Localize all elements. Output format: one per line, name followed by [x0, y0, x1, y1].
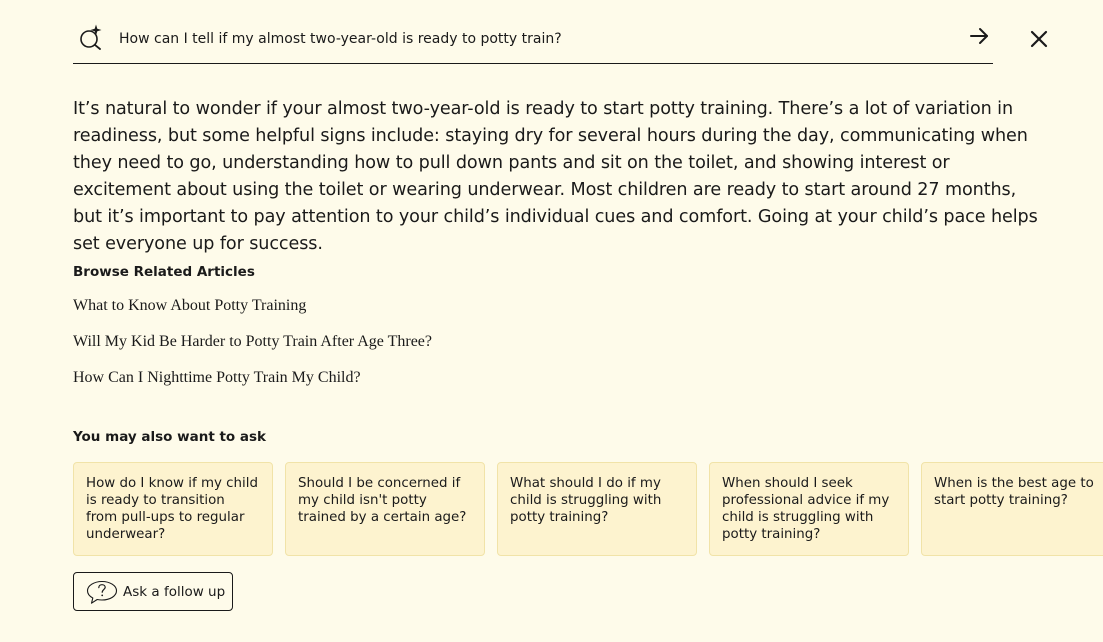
suggestion-card[interactable]: What should I do if my child is struggling with potty training? — [497, 462, 697, 556]
ask-follow-up-button[interactable] — [73, 572, 233, 611]
related-articles-heading: Browse Related Articles — [73, 264, 255, 280]
submit-button[interactable] — [969, 25, 991, 47]
related-article-link[interactable]: What to Know About Potty Training — [73, 297, 307, 314]
answer-text: It’s natural to wonder if your almost two-year-old is ready to start potty training. There’s a lot of variation in readiness, but some helpful signs include: staying dry for several hours during the day, communicating when they need to go, understanding how to pull down pants and sit on the toilet, and showing interest or excitement about using the toilet or wearing underwear. Most children are ready to start around 27 months, but it’s important to pay attention to your child’s individual cues and comfort. Going at your child’s pace helps set everyone up for success. — [73, 99, 1038, 254]
related-article-link[interactable]: Will My Kid Be Harder to Potty Train After Age Three? — [73, 333, 433, 350]
suggestion-card[interactable]: When is the best age to start potty training? — [921, 462, 1103, 556]
suggestion-card[interactable]: When should I seek professional advice if my child is struggling with potty training? — [709, 462, 909, 556]
search-bar — [73, 14, 993, 64]
suggestions-heading: You may also want to ask — [73, 429, 267, 445]
ask-follow-up-label: Ask a follow up — [123, 584, 226, 600]
suggestion-carousel — [73, 462, 1103, 556]
suggestion-card[interactable]: Should I be concerned if my child isn't potty trained by a certain age? — [285, 462, 485, 556]
close-button[interactable] — [1029, 29, 1049, 49]
question-bubble-icon — [86, 580, 118, 605]
suggestion-card[interactable]: How do I know if my child is ready to transition from pull-ups to regular underwear? — [73, 462, 273, 556]
related-article-link[interactable]: How Can I Nighttime Potty Train My Child? — [73, 369, 361, 386]
search-input[interactable] — [119, 28, 959, 50]
close-icon — [1029, 29, 1049, 49]
arrow-right-icon — [969, 25, 991, 47]
sparkle-search-icon — [79, 24, 103, 50]
